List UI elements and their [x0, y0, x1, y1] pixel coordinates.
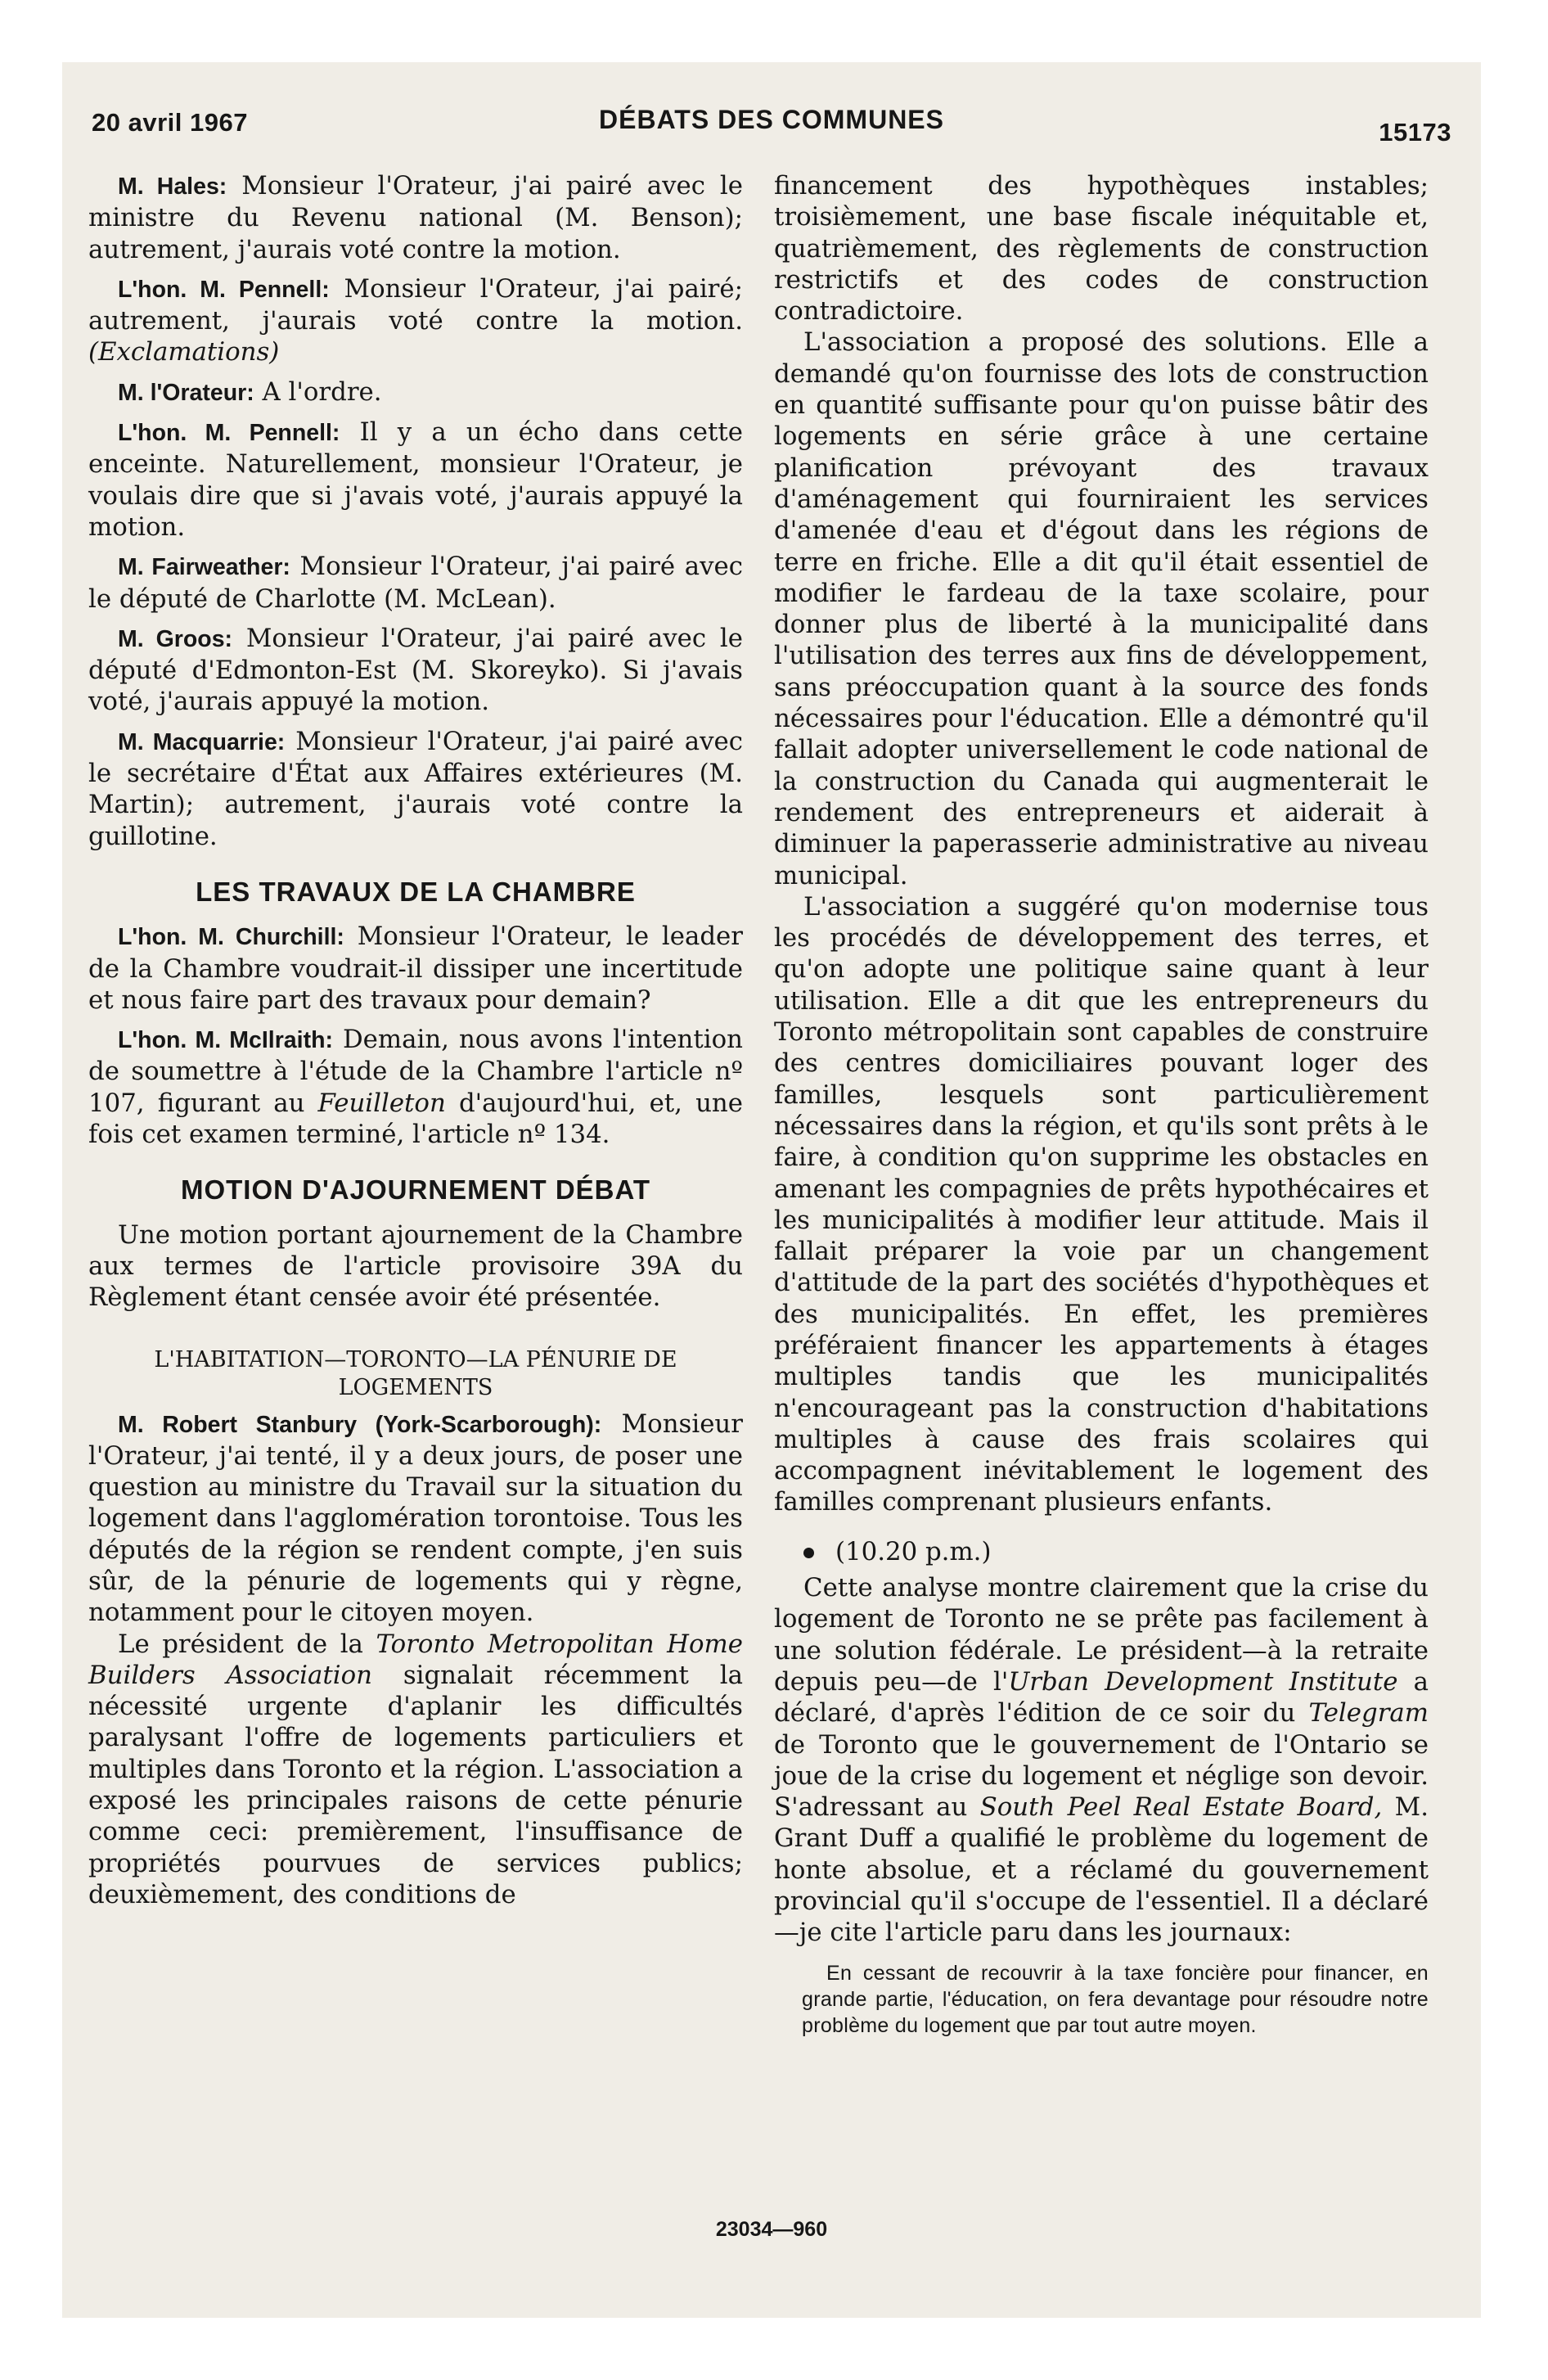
speaker-name: L'hon. M. McIlraith:: [118, 1027, 333, 1054]
timestamp-line: [803, 1536, 1429, 1567]
speech-text: Le président de la: [118, 1629, 376, 1659]
paragraph: [774, 1572, 1429, 1949]
speaker-name: L'hon. M. Pennell:: [118, 420, 340, 447]
bullet-icon: [803, 1548, 814, 1558]
speaker-name: L'hon. M. Pennell:: [118, 276, 330, 303]
section-heading: LES TRAVAUX DE LA CHAMBRE: [196, 876, 636, 907]
speech-italic: Feuilleton: [317, 1088, 446, 1118]
speaker-name: M. Macquarrie:: [118, 728, 286, 755]
speaker-name: M. Hales:: [118, 174, 227, 200]
speech-text: Monsieur l'Orateur, j'ai pairé avec le député de Charlotte (M. McLean).: [88, 552, 743, 614]
left-column: [88, 170, 743, 1910]
paragraph: [88, 623, 743, 718]
speech-text: Monsieur l'Orateur, j'ai pairé; autrement, j'aurais voté contre la motion.: [88, 273, 744, 336]
paragraph: financement des hypothèques instables; troisièmement, une base fiscale inéquitable et, quatrièmement, des règlements de construction restrictifs et des codes de construction contradictoire.: [774, 171, 1429, 327]
paragraph: [88, 921, 743, 1016]
paragraph: L'association a proposé des solutions. Elle a demandé qu'on fournisse des lots de construction en quantité suffisante pour qu'on puisse bâtir des logements en série grâce à une certaine planification prévoyant des travaux d'aménagement qui fourniraient les services d'amenée d'eau et d'égout dans les régions de terre en friche. Elle a dit qu'il était essentiel de modifier le fardeau de la taxe scolaire, pour donner plus de liberté à la municipalité dans l'utilisation des terres aux fins de développement, sans préoccupation quant à la source des fonds nécessaires pour l'éducation. Elle a démontré qu'il fallait adopter universellement le code national de la construction du Canada qui augmenterait le rendement des entrepreneurs et aiderait à diminuer la paperasserie administrative au niveau municipal.: [774, 327, 1429, 890]
speech-text: M. Grant Duff a qualifié le problème du logement de honte absolue, et a réclamé du gouvernement provincial qu'il s'occupe de l'essentiel. Il a déclaré—je cite l'article paru dans les journaux:: [774, 1792, 1429, 1948]
speech-text: Cette analyse montre clairement que la crise du logement de Toronto ne se prête pas facilement à une solution fédérale. Le président—à la retraite depuis peu—de l': [774, 1573, 1429, 1697]
timestamp: (10.20 p.m.): [835, 1536, 992, 1566]
speech-text: A l'ordre.: [254, 376, 382, 407]
header-page-number: 15173: [1379, 118, 1451, 146]
paragraph: [88, 417, 743, 543]
speech-italic: (Exclamations): [88, 337, 280, 367]
speech-italic: Toronto Metropolitan Home Builders Association: [88, 1629, 743, 1690]
speech-italic: South Peel Real Estate Board,: [979, 1792, 1383, 1823]
speech-text: de Toronto que le gouvernement de l'Ontario se joue de la crise du logement et néglige son devoir. S'adressant au: [774, 1729, 1429, 1823]
paragraph: [88, 726, 743, 852]
speaker-name: M. Groos:: [118, 625, 233, 652]
speech-text: Monsieur l'Orateur, le leader de la Chambre voudrait-il dissiper une incertitude et nous faire part des travaux pour demain?: [88, 922, 743, 1015]
speech-text: d'aujourd'hui, et, une fois cet examen terminé, l'article nº 134.: [88, 1088, 743, 1150]
paragraph: [88, 273, 743, 368]
section-heading: MOTION D'AJOURNEMENT DÉBAT: [180, 1174, 651, 1206]
speaker-name: L'hon. M. Churchill:: [118, 924, 344, 951]
header-date: 20 avril 1967: [92, 108, 248, 137]
speech-italic: Telegram: [1308, 1698, 1429, 1729]
speech-text: Monsieur l'Orateur, j'ai pairé avec le député d'Edmonton-Est (M. Skoreyko). Si j'avais voté, j'aurais appuyé la motion.: [88, 623, 743, 717]
speech-text: Monsieur l'Orateur, j'ai pairé avec le ministre du Revenu national (M. Benson); autrement, j'aurais voté contre la motion.: [88, 171, 743, 264]
speaker-name: M. l'Orateur:: [118, 379, 254, 406]
speech-text: signalait récemment la nécessité urgente d'aplanir les difficultés paralysant l'offre de logements particuliers et multiples dans Toronto et la région. L'association a exposé les principales raisons de cette pénurie comme ceci: premièrement, l'insuffisance de propriétés pourvues de services publics; deuxièmement, des conditions de: [88, 1660, 744, 1909]
right-column: [774, 170, 1429, 2039]
page-sheet: [62, 62, 1481, 2318]
paragraph: L'association a suggéré qu'on modernise tous les procédés de développement des terres, et qu'on adopte une politique saine quant à leur utilisation. Elle a dit que les entrepreneurs du Toronto métropolitain sont capables de construire des centres domiciliaires pouvant loger des familles, lesquels sont particulièrement nécessaires dans la région, et qu'ils sont prêts à le faire, à condition qu'on supprime les obstacles en amenant les compagnies de prêts hypothécaires et les municipalités à modifier leur attitude. Mais il fallait préparer la voie par un changement d'attitude de la part des sociétés d'hypothèques et des municipalités. En effet, les premières préféraient financer les appartements à étages multiples tandis que les municipalités n'encourageant pas la construction d'habitations multiples à cause des frais scolaires qui accompagnent inévitablement le logement des familles comprenant plusieurs enfants.: [774, 891, 1429, 1517]
speech-text: a déclaré, d'après l'édition de ce soir du: [774, 1666, 1429, 1729]
paragraph: [88, 1629, 743, 1911]
header-title: DÉBATS DES COMMUNES: [599, 105, 944, 134]
paragraph: [88, 1409, 743, 1629]
page-header: [92, 105, 1451, 154]
paragraph: [88, 376, 743, 408]
quote-text: En cessant de recouvrir à la taxe foncière pour financer, en grande partie, l'éducation, on fera devantage pour résoudre notre problème du logement que par tout autre moyen.: [802, 1961, 1429, 2037]
speech-text: Demain, nous avons l'intention de soumettre à l'étude de la Chambre l'article nº 107, figurant au: [88, 1025, 743, 1118]
paragraph: Une motion portant ajournement de la Chambre aux termes de l'article provisoire 39A du Règlement étant censée avoir été présentée.: [88, 1219, 743, 1313]
speech-text: Il y a un écho dans cette enceinte. Naturellement, monsieur l'Orateur, je voulais dire que si j'avais voté, j'aurais appuyé la motion.: [88, 417, 743, 542]
block-quote: [802, 1960, 1429, 2039]
page-footer-code: 23034—960: [715, 2218, 828, 2241]
paragraph: [88, 170, 743, 265]
speech-text: Monsieur l'Orateur, j'ai tenté, il y a deux jours, de poser une question au ministre du Travail sur la situation du logement dans l'agglomération torontoise. Tous les députés de la région se rendent compte, j'en suis sûr, de la pénurie de logements qui y règne, notamment pour le citoyen moyen.: [88, 1409, 743, 1628]
speaker-name: M. Fairweather:: [118, 554, 290, 581]
paragraph: [88, 1024, 743, 1150]
speech-italic: Urban Development Institute: [1008, 1666, 1398, 1697]
speech-text: Monsieur l'Orateur, j'ai pairé avec le secrétaire d'État aux Affaires extérieures (M. Martin); autrement, j'aurais voté contre la guillotine.: [88, 726, 743, 851]
paragraph: [88, 551, 743, 615]
speaker-name: M. Robert Stanbury (York-Scarborough):: [118, 1411, 602, 1438]
subsection-heading: L'HABITATION—TORONTO—LA PÉNURIE DE LOGEMENTS: [154, 1346, 677, 1400]
